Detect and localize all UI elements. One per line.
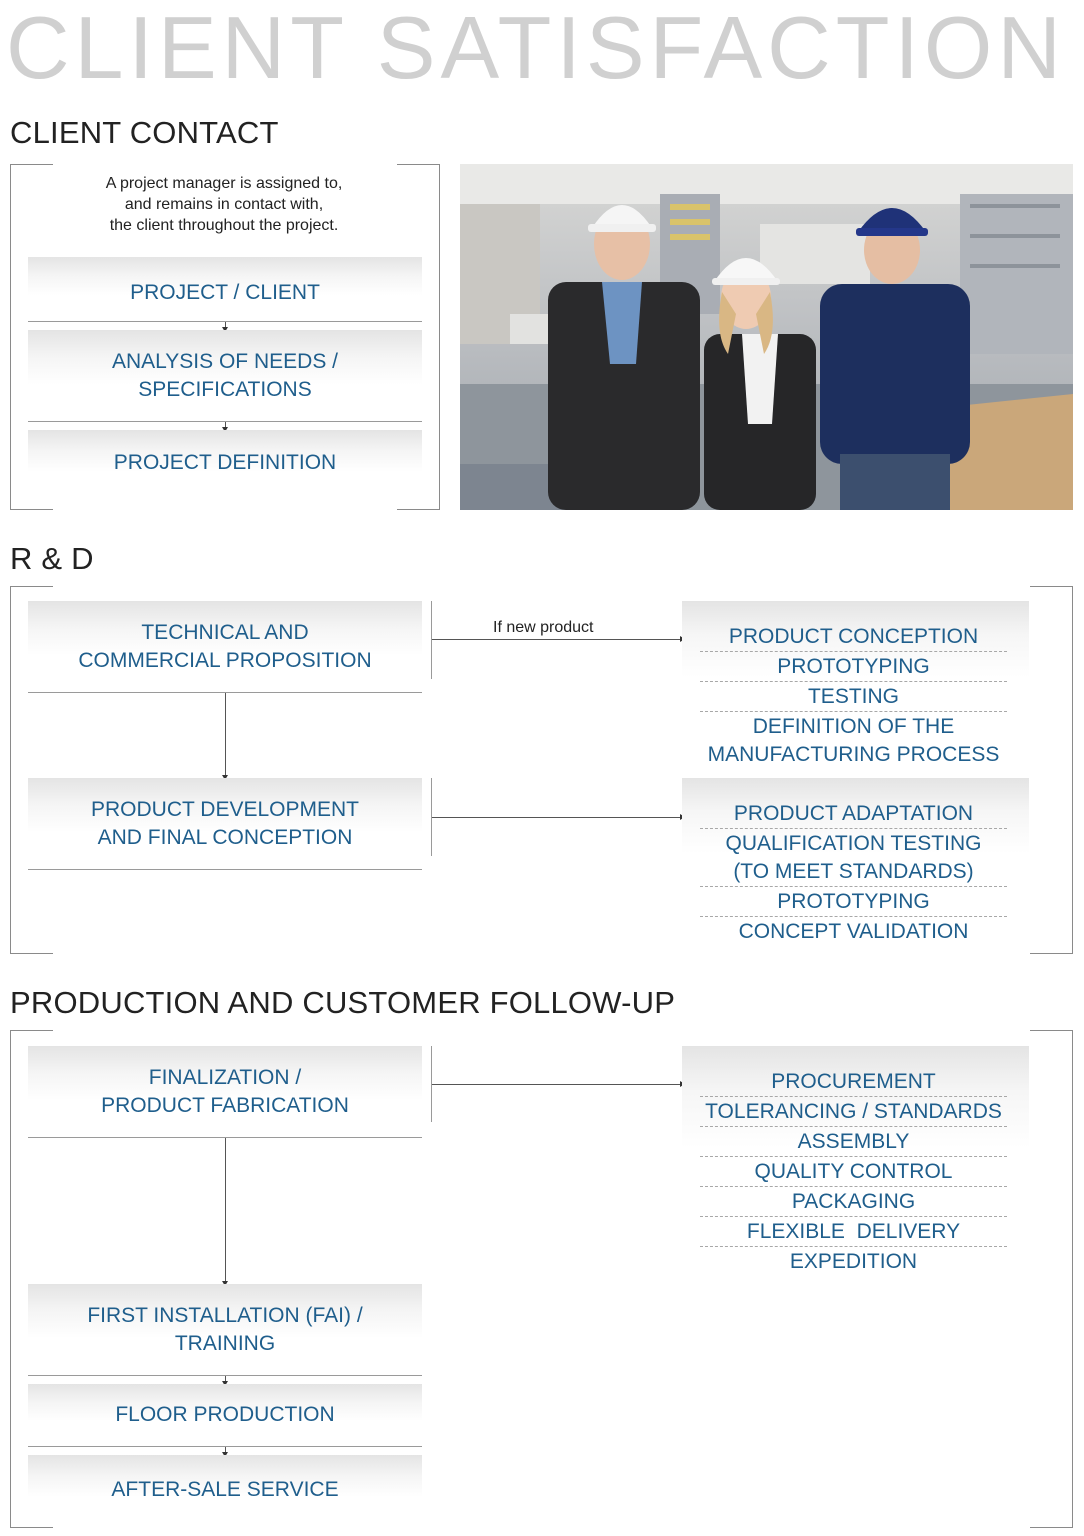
connector [225,1138,226,1281]
step-floor-production [28,1384,422,1447]
intro-line: and remains in contact with, [124,196,324,213]
step-label: PRODUCT DEVELOPMENT [91,797,359,821]
rnd-right-bracket [1030,586,1073,954]
step-project-client [28,257,422,322]
detail-item: PRODUCT CONCEPTION [700,622,1007,652]
step-label: TECHNICAL AND [141,620,309,644]
rnd-heading: R & D [10,541,94,576]
team-photo [460,164,1073,510]
production-right-bracket [1030,1030,1073,1528]
step-label: PROJECT / CLIENT [130,281,320,304]
detail-item: EXPEDITION [789,1250,918,1273]
branch-label: If new product [493,619,594,636]
team-photo-icon [460,164,1073,510]
step-label: FIRST INSTALLATION (FAI) / [87,1303,363,1327]
production-heading: PRODUCTION AND CUSTOMER FOLLOW-UP [10,985,676,1020]
intro-line: the client throughout the project. [109,217,339,234]
detail-item: PROTOTYPING [700,652,1007,682]
connector [432,817,680,818]
detail-item: PROTOTYPING [700,887,1007,917]
connector [432,1084,680,1085]
step-project-definition [28,430,422,500]
detail-item: QUALIFICATION TESTING (TO MEET STANDARDS) [700,829,1007,887]
detail-item: PRODUCT ADAPTATION [700,799,1007,829]
development-details [682,778,1029,946]
detail-item: TESTING [700,682,1007,712]
detail-item: PACKAGING [700,1187,1007,1217]
detail-item: DEFINITION OF THE MANUFACTURING PROCESS [707,715,1000,766]
step-label: ANALYSIS OF NEEDS / [111,349,338,373]
client-contact-heading: CLIENT CONTACT [10,115,279,150]
intro-line: A project manager is assigned to, [105,175,343,192]
step-first-installation [28,1284,422,1376]
connector [225,693,226,775]
connector [432,639,680,640]
detail-item: QUALITY CONTROL [700,1157,1007,1187]
detail-item: PROCUREMENT [700,1067,1007,1097]
client-contact-intro [30,173,418,236]
step-label: PROJECT DEFINITION [113,451,337,474]
new-product-details [682,601,1029,771]
detail-item: CONCEPT VALIDATION [738,920,969,943]
step-label: AND FINAL CONCEPTION [97,825,353,849]
page-title: CLIENT SATISFACTION [6,0,1066,97]
detail-item: ASSEMBLY [700,1127,1007,1157]
detail-item: FLEXIBLE DELIVERY [700,1217,1007,1247]
step-product-development [28,778,422,870]
step-label: AFTER-SALE SERVICE [111,1478,339,1501]
step-label: TRAINING [174,1331,276,1355]
divider [431,601,432,679]
step-after-sale-service [28,1455,422,1525]
step-technical-proposition [28,601,422,693]
step-label: SPECIFICATIONS [138,377,312,401]
detail-item: TOLERANCING / STANDARDS [700,1097,1007,1127]
fabrication-details [682,1046,1029,1274]
step-label: FINALIZATION / [148,1065,302,1089]
step-label: PRODUCT FABRICATION [101,1093,349,1117]
step-analysis-of-needs [28,330,422,422]
step-label: FLOOR PRODUCTION [115,1403,335,1426]
step-label: COMMERCIAL PROPOSITION [78,648,372,672]
step-finalization [28,1046,422,1138]
